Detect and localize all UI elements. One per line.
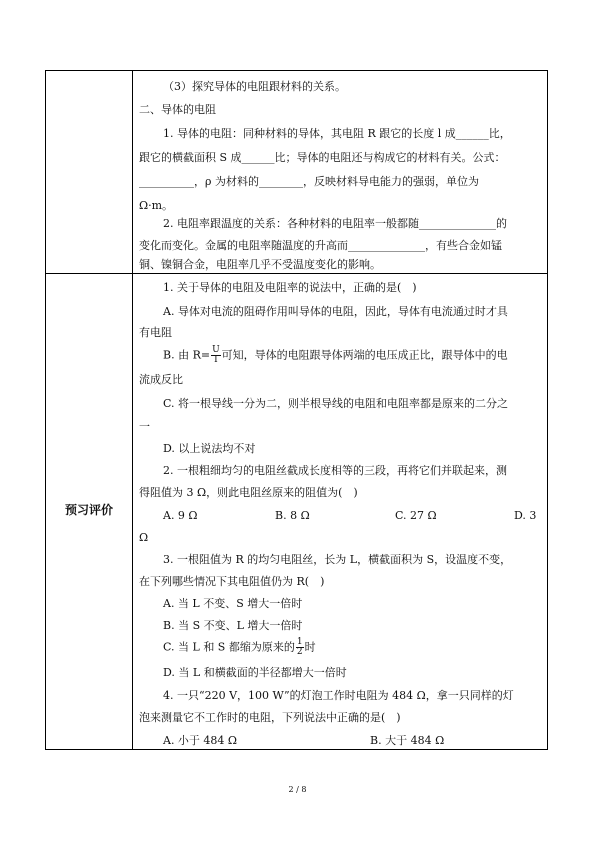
q4-option-a: A. 小于 484 Ω — [163, 734, 238, 747]
fraction-denominator: 2 — [296, 647, 303, 657]
q1-option-d: D. 以上说法均不对 — [163, 442, 256, 455]
q3-option-c — [163, 638, 316, 657]
fraction-denominator: I — [214, 355, 218, 365]
q1-option-b-line2: 流成反比 — [139, 373, 183, 386]
q3-stem-line2: 在下列哪些情况下其电阻值仍为 R( ) — [139, 575, 325, 588]
column-divider — [132, 71, 133, 749]
q4-option-b: B. 大于 484 Ω — [370, 734, 445, 747]
q2-option-a: A. 9 Ω — [163, 509, 198, 522]
top-line-6: Ω·m。 — [139, 199, 174, 212]
top-line-8: 变化而变化。金属的电阻率随温度的升高而______________，有些合金如锰 — [139, 239, 502, 252]
q1-option-b-prefix: B. 由 R= — [163, 348, 211, 362]
section-heading: 二、导体的电阻 — [139, 103, 216, 116]
q1-option-b-line1 — [163, 346, 508, 365]
q4-stem-line2: 泡来测量它不工作时的电阻，下列说法中正确的是( ) — [139, 711, 401, 724]
top-line-7: 2. 电阻率跟温度的关系：各种材料的电阻率一般都随______________的 — [163, 217, 507, 230]
q1-option-c-line2: 一 — [139, 420, 150, 433]
fraction-one-half — [296, 638, 304, 657]
fraction-u-over-i — [211, 346, 221, 365]
q2-option-d: D. 3 — [514, 509, 537, 522]
q1-option-b-suffix: 可知，导体的电阻跟导体两端的电压成正比，跟导体中的电 — [221, 348, 508, 362]
q2-option-c: C. 27 Ω — [395, 509, 437, 522]
top-line-4: 跟它的横截面积 S 成______比；导体的电阻还与构成它的材料有关。公式： — [139, 151, 506, 164]
top-line-1: （3）探究导体的电阻跟材料的关系。 — [163, 80, 346, 93]
top-line-5: __________，ρ 为材料的________，反映材料导电能力的强弱，单位为 — [139, 175, 479, 188]
q1-option-c-line1: C. 将一根导线一分为二，则半根导线的电阻和电阻率都是原来的二分之 — [163, 397, 509, 410]
row-label: 预习评价 — [64, 503, 113, 517]
q2-option-b: B. 8 Ω — [275, 509, 310, 522]
q2-option-d-unit: Ω — [139, 531, 149, 544]
q3-option-a: A. 当 L 不变、S 增大一倍时 — [163, 597, 303, 610]
q4-stem-line1: 4. 一只“220 V，100 W”的灯泡工作时电阻为 484 Ω，拿一只同样的灯 — [163, 689, 514, 702]
page-number: 2 / 8 — [288, 785, 307, 794]
q1-option-a-line1: A. 导体对电流的阻碍作用叫导体的电阻，因此，导体有电流通过时才具 — [163, 305, 508, 318]
top-line-3: 1. 导体的电阻：同种材料的导体，其电阻 R 跟它的长度 l 成______比， — [163, 127, 511, 140]
fraction-numerator: U — [212, 345, 220, 355]
q3-option-d: D. 当 L 和横截面的半径都增大一倍时 — [163, 666, 347, 679]
fraction-numerator: 1 — [296, 637, 303, 647]
q1-option-a-line2: 有电阻 — [139, 326, 172, 339]
q3-option-b: B. 当 S 不变、L 增大一倍时 — [163, 619, 303, 632]
top-line-9: 铜、镍铜合金，电阻率几乎不受温度变化的影响。 — [139, 258, 381, 271]
q3-option-c-prefix: C. 当 L 和 S 都缩为原来的 — [163, 640, 295, 654]
row-divider — [46, 273, 547, 274]
q3-stem-line1: 3. 一根阻值为 R 的均匀电阻丝，长为 L，横截面积为 S，设温度不变， — [163, 553, 512, 566]
q2-stem-line2: 得阻值为 3 Ω，则此电阻丝原来的阻值为( ) — [139, 486, 358, 499]
q1-stem: 1. 关于导体的电阻及电阻率的说法中，正确的是( ) — [163, 281, 417, 294]
q2-stem-line1: 2. 一根粗细均匀的电阻丝截成长度相等的三段，再将它们并联起来，测 — [163, 464, 507, 477]
q3-option-c-suffix: 时 — [304, 640, 316, 654]
